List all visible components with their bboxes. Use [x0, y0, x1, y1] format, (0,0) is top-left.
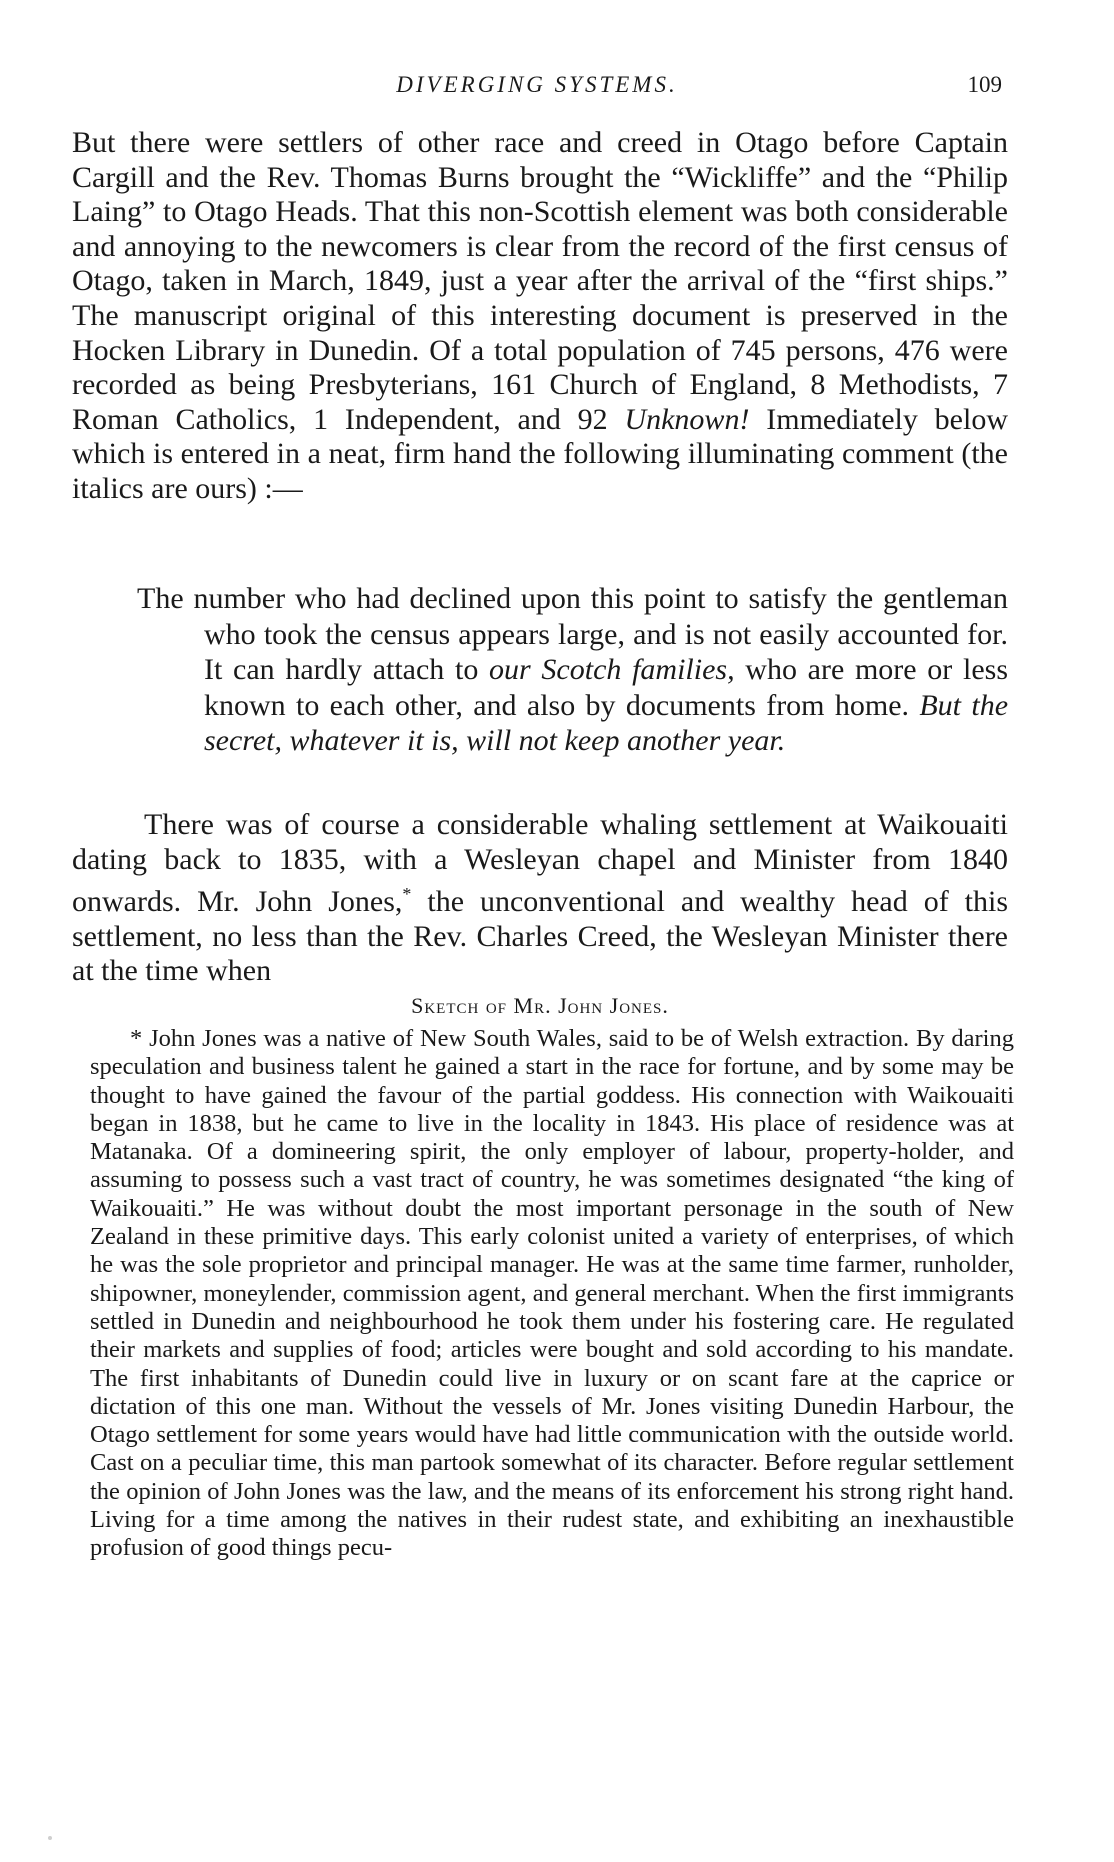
page-number: 109: [967, 72, 1002, 97]
footnote-text: [90, 1025, 1014, 1563]
paragraph-2-text: [72, 808, 1008, 989]
quote-italic-1: our Scotch families,: [489, 653, 735, 687]
quote-text: [137, 581, 1008, 759]
running-head: [72, 72, 1002, 108]
footnote: [90, 1025, 1014, 1563]
quote-italic-2: But the secret, whatever it is, will not keep another year.: [204, 688, 1009, 758]
footnote-mark: *: [130, 1025, 143, 1052]
quote-part-1: The number who had declined upon this point to satisfy the gentleman who took the census appears large, and is not easily accounted for. It can hardly attach to: [137, 582, 1008, 687]
paragraph-2-end: the unconventional and wealthy head of this settlement, no less than the Rev. Charles Creed, the Wesleyan Minister there at the time when: [72, 885, 1008, 988]
body-paragraph-1: [72, 126, 1008, 507]
footnote-body: John Jones was a native of New South Wales, said to be of Welsh extraction. By daring speculation and business talent he gained a start in the race for fortune, and by some may be thought to have gained the favour of the partial goddess. His connection with Waikouaiti began in 1838, but he came to live in the locality in 1843. His place of residence was at Matanaka. Of a domineering spirit, the only employer of labour, property-holder, and assuming to possess such a vast tract of country, he was sometimes designated “the king of Waikouaiti.” He was without doubt the most important personage in the south of New Zealand in these primitive days. This early colonist united a variety of enterprises, of which he was the sole proprietor and principal manager. He was at the same time farmer, runholder, shipowner, moneylender, commission agent, and general merchant. When the first immigrants settled in Dunedin and neighbourhood he took them under his fostering care. He regulated their markets and supplies of food; articles were bought and sold according to his mandate. The first inhabitants of Dunedin could live in luxury or on scant fare at the caprice or dictation of this one man. Without the vessels of Mr. Jones visiting Dunedin Harbour, the Otago settlement for some years would have had little communication with the outside world. Cast on a peculiar time, this man partook somewhat of its character. Before regular settlement the opinion of John Jones was the law, and the means of its enforcement his strong right hand. Living for a time among the natives in their rudest state, and exhibiting an inexhaustible profusion of good things pecu-: [90, 1025, 1014, 1562]
paragraph-2-start: There was of course a considerable whaling settlement at Waikouaiti dating back to 1835, with a Wesleyan chapel and Minister from 1840 onwards. Mr. John Jones,: [72, 808, 1008, 919]
running-title: DIVERGING SYSTEMS.: [396, 72, 678, 97]
scan-speck: [48, 1836, 52, 1840]
paragraph-1-italic: Unknown!: [624, 402, 750, 436]
paragraph-1-end: Immediately below which is entered in a neat, firm hand the following illuminating comment (the italics are ours) :—: [72, 402, 1008, 505]
paragraph-text: [72, 126, 1008, 507]
paragraph-1-text: But there were settlers of other race and creed in Otago before Captain Cargill and the Rev. Thomas Burns brought the “Wickliffe” and the “Philip Laing” to Otago Heads. That this non-Scottish element was both considerable and annoying to the newcomers is clear from the record of the first census of Otago, taken in March, 1849, just a year after the arrival of the “first ships.” The manuscript original of this interesting document is preserved in the Hocken Library in Dunedin. Of a total population of 745 persons, 476 were recorded as being Presbyterians, 161 Church of England, 8 Methodists, 7 Roman Catholics, 1 Independent, and 92: [72, 126, 1008, 436]
footnote-reference: *: [402, 884, 412, 905]
footnote-heading: Sketch of Mr. John Jones.: [411, 993, 669, 1018]
body-paragraph-2: [72, 808, 1008, 989]
quote-part-2: who are more or less known to each other, and also by documents from home.: [204, 653, 1009, 722]
block-quote: [137, 581, 1008, 759]
